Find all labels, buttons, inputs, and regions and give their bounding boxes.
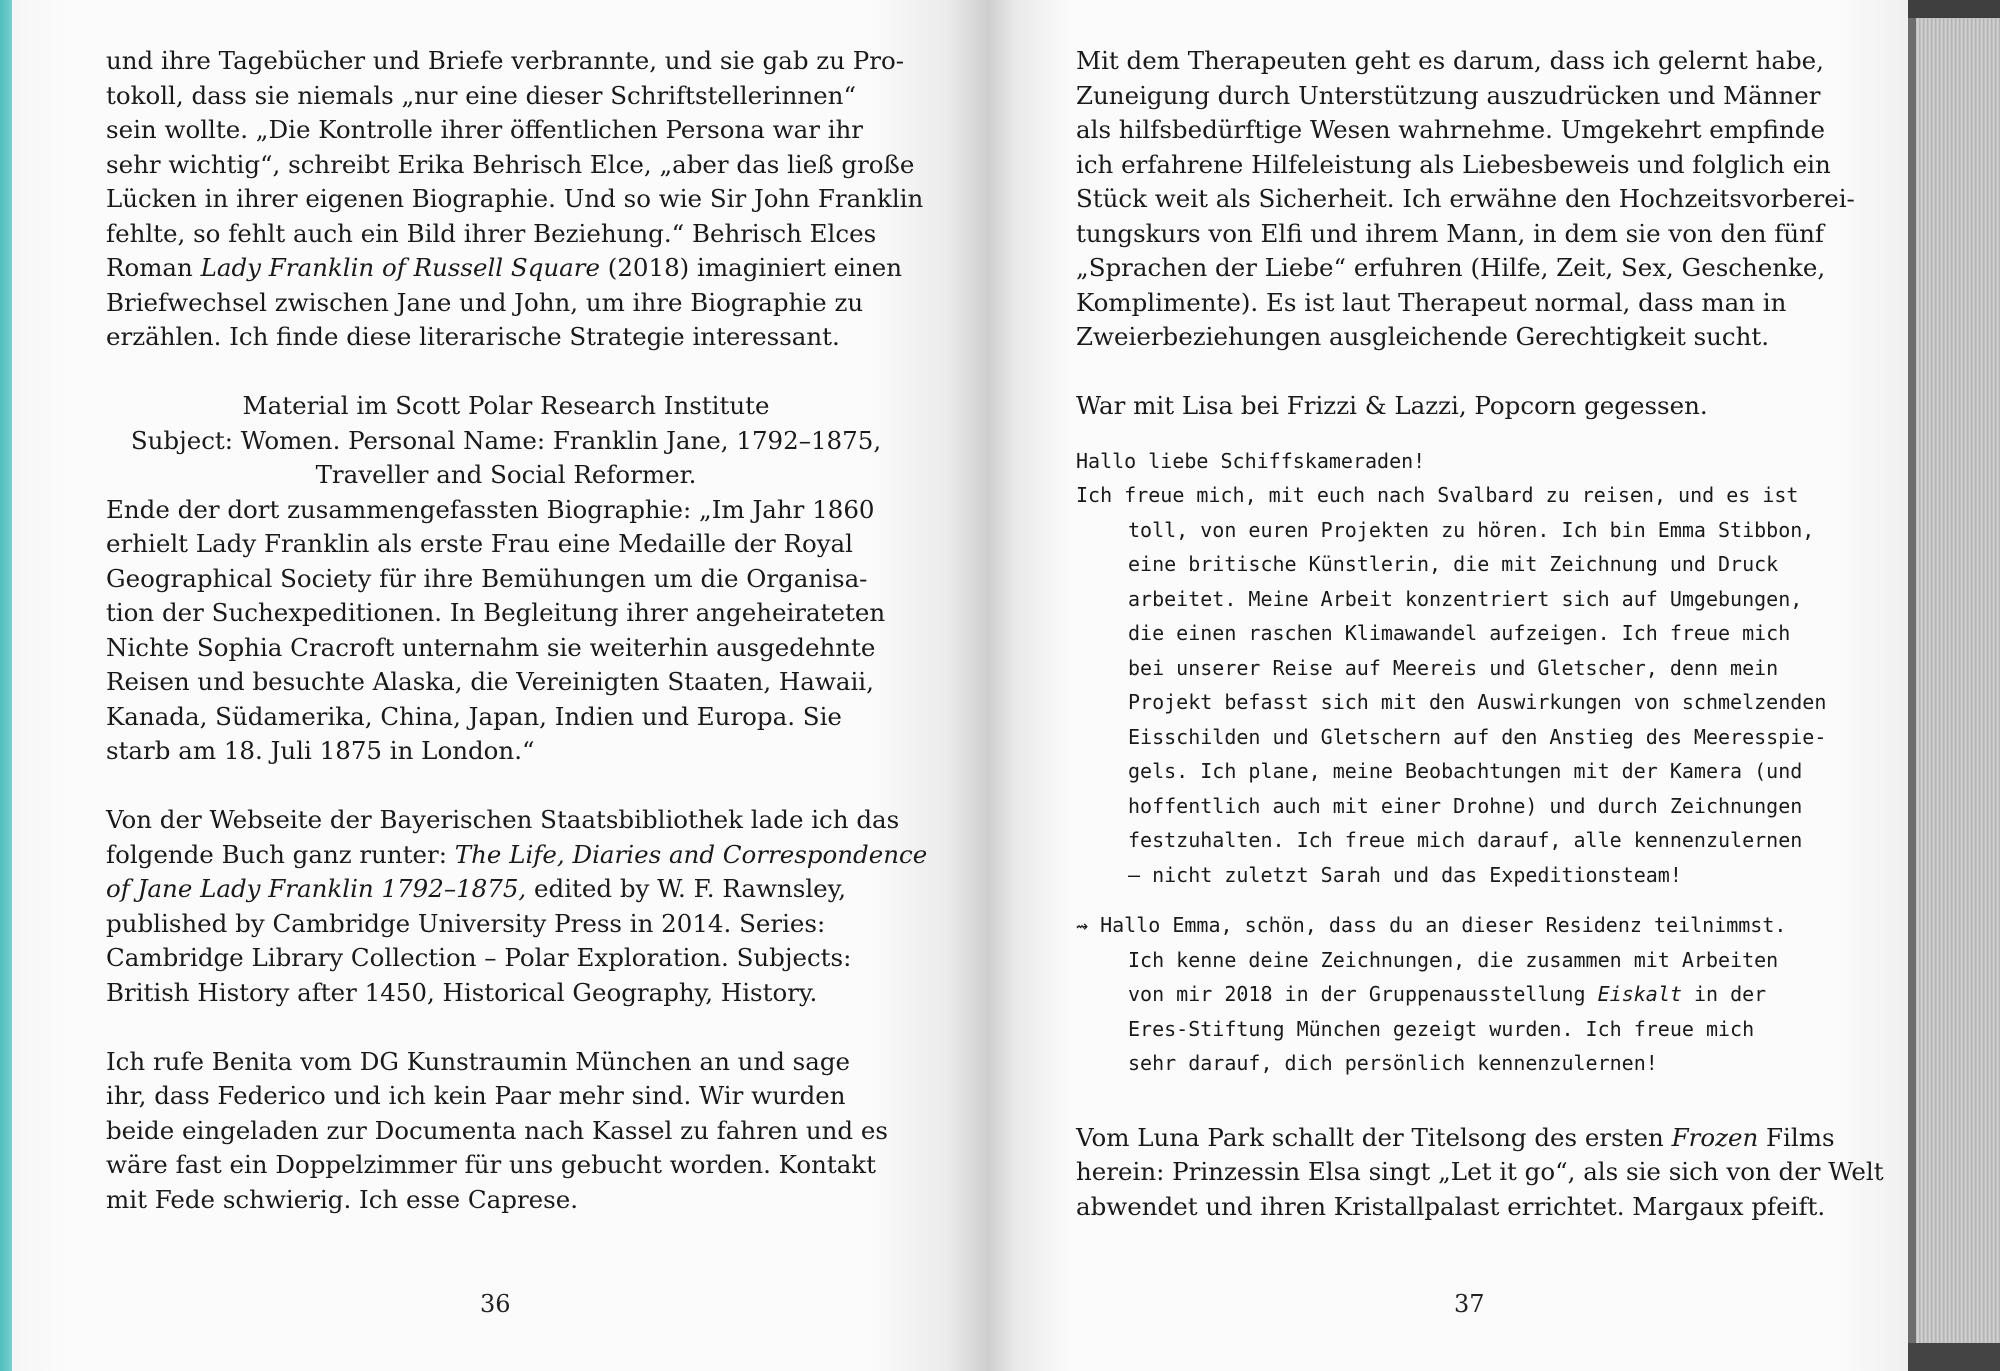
text-line: Subject: Women. Personal Name: Franklin Jane, 1792–1875, — [130, 425, 882, 455]
book-title-life-diaries: The Life, Diaries and Correspondence — [454, 839, 928, 869]
text-line: tion der Suchexpeditionen. In Begleitung ihrer angeheirateten — [106, 598, 886, 627]
text-line: of Jane Lady Franklin 1792–1875, edited by W. F. Rawnsley, — [106, 874, 847, 903]
right-page-text — [1076, 44, 1884, 1224]
text-line: beide eingeladen zur Documenta nach Kassel zu fahren und es — [106, 1115, 888, 1145]
email-reply — [1076, 908, 1866, 1081]
text-line: British History after 1450, Historical Geography, History. — [106, 977, 818, 1007]
email-greeting: Hallo liebe Schiffskameraden! — [1076, 448, 1426, 473]
paragraph-tagebuecher — [106, 44, 924, 355]
page-number-right: 37 — [1454, 1290, 1485, 1318]
text-line: tokoll, dass sie niemals „nur eine dieser Schriftstellerinnen“ — [106, 80, 856, 110]
text-line: „Sprachen der Liebe“ erfuhren (Hilfe, Zeit, Sex, Geschenke, — [1076, 253, 1826, 282]
book-title-life-diaries-cont: of Jane Lady Franklin 1792–1875, — [106, 874, 527, 903]
text-line: gels. Ich plane, meine Beobachtungen mit der Kamera (und — [1128, 759, 1803, 783]
book-cover-bottom — [1908, 1343, 2000, 1371]
text-line: Zuneigung durch Unterstützung auszudrücken und Männer — [1076, 80, 1821, 110]
film-title-frozen: Frozen — [1671, 1122, 1759, 1152]
paragraph-luna-park — [1076, 1121, 1884, 1225]
text-line: Ich kenne deine Zeichnungen, die zusammen mit Arbeiten — [1128, 947, 1779, 972]
paragraph-benita — [106, 1045, 906, 1218]
text-line: Stück weit als Sicherheit. Ich erwähne den Hochzeitsvorberei- — [1076, 184, 1855, 213]
text-line: – nicht zuletzt Sarah und das Expeditionsteam! — [1128, 862, 1682, 887]
text-line: Kanada, Südamerika, China, Japan, Indien und Europa. Sie — [106, 701, 842, 731]
page-stack — [1908, 0, 2000, 1371]
text-line: und ihre Tagebücher und Briefe verbrannte, und sie gab zu Pro- — [106, 46, 904, 75]
paragraph-staatsbibliothek — [106, 803, 928, 1010]
email-emma — [1076, 444, 1866, 893]
text-line: tungskurs von Elfi und ihrem Mann, in dem sie von den fünf — [1076, 218, 1824, 248]
text-line: erhielt Lady Franklin als erste Frau eine Medaille der Royal — [106, 529, 853, 558]
text-line: Reisen und besuchte Alaska, die Vereinigten Staaten, Hawaii, — [106, 667, 874, 696]
text-line: Von der Webseite der Bayerischen Staatsbibliothek lade ich das — [106, 805, 900, 834]
text-line: festzuhalten. Ich freue mich darauf, alle kennenzulernen — [1128, 828, 1803, 852]
text-line: eine britische Künstlerin, die mit Zeichnung und Druck — [1128, 552, 1779, 576]
text-line: Zweierbeziehungen ausgleichende Gerechtigkeit sucht. — [1076, 322, 1770, 351]
book-title-lady-franklin: Lady Franklin of Russell Square — [200, 253, 600, 282]
text-line: Nichte Sophia Cracroft unternahm sie weiterhin ausgedehnte — [106, 632, 876, 662]
text-line: Material im Scott Polar Research Institute — [242, 391, 770, 420]
archive-record-heading — [106, 389, 906, 493]
reply-first-line: ⇝ Hallo Emma, schön, dass du an dieser Residenz teilnimmst. — [1076, 913, 1787, 937]
exhibition-title-eiskalt: Eiskalt — [1597, 982, 1682, 1006]
text-line: fehlte, so fehlt auch ein Bild ihrer Beziehung.“ Behrisch Elces — [106, 218, 877, 248]
text-line: Ende der dort zusammengefassten Biographie: „Im Jahr 1860 — [106, 494, 875, 524]
text-line: sehr darauf, dich persönlich kennenzulernen! — [1128, 1051, 1658, 1075]
book-cover-top — [1908, 0, 2000, 18]
text-line: ihr, dass Federico und ich kein Paar mehr sind. Wir wurden — [106, 1081, 846, 1110]
text-line: folgende Buch ganz runter: The Life, Diaries and Correspondence — [106, 839, 928, 869]
page-stack-shadow — [1908, 0, 1916, 1371]
text-line: ich erfahrene Hilfeleistung als Liebesbeweis und folglich ein — [1076, 149, 1831, 179]
page-number-left: 36 — [480, 1290, 511, 1318]
text-line: Briefwechsel zwischen Jane und John, um ihre Biographie zu — [106, 287, 864, 317]
text-line: abwendet und ihren Kristallpalast errichtet. Margaux pfeift. — [1076, 1191, 1826, 1221]
text-line: sein wollte. „Die Kontrolle ihrer öffentlichen Persona war ihr — [106, 115, 864, 144]
text-line: erzählen. Ich finde diese literarische Strategie interessant. — [106, 322, 840, 351]
text-line: Traveller and Social Reformer. — [315, 460, 697, 489]
text-line: published by Cambridge University Press in 2014. Series: — [106, 908, 826, 938]
text-line: starb am 18. Juli 1875 in London.“ — [106, 736, 535, 765]
text-line: Mit dem Therapeuten geht es darum, dass ich gelernt habe, — [1076, 46, 1824, 75]
text-line: bei unserer Reise auf Meereis und Gletscher, denn mein — [1128, 655, 1779, 680]
paragraph-lisa — [1076, 389, 1866, 424]
text-line: herein: Prinzessin Elsa singt „Let it go“, als sie sich von der Welt — [1076, 1157, 1884, 1186]
paragraph-biographie — [106, 493, 906, 769]
text-line: Ich freue mich, mit euch nach Svalbard zu reisen, und es ist — [1076, 483, 1799, 507]
text-line: Lücken in ihrer eigenen Biographie. Und so wie Sir John Franklin — [106, 184, 924, 213]
text-line: als hilfsbedürftige Wesen wahrnehme. Umgekehrt empfinde — [1076, 115, 1825, 144]
text-line: wäre fast ein Doppelzimmer für uns gebucht worden. Kontakt — [106, 1150, 876, 1179]
text-line: hoffentlich auch mit einer Drohne) und durch Zeichnungen — [1128, 793, 1803, 818]
text-line: mit Fede schwierig. Ich esse Caprese. — [106, 1184, 579, 1214]
text-line: arbeitet. Meine Arbeit konzentriert sich auf Umgebungen, — [1128, 586, 1803, 611]
text-line: War mit Lisa bei Frizzi & Lazzi, Popcorn gegessen. — [1076, 391, 1708, 420]
text-line: toll, von euren Projekten zu hören. Ich bin Emma Stibbon, — [1128, 517, 1815, 542]
text-line: Komplimente). Es ist laut Therapeut normal, dass man in — [1076, 287, 1787, 317]
text-line: Eisschilden und Gletschern auf den Anstieg des Meeresspie- — [1128, 724, 1827, 749]
text-line: Vom Luna Park schallt der Titelsong des ersten Frozen Films — [1076, 1122, 1835, 1152]
text-line: Ich rufe Benita vom DG Kunstraumin München an und sage — [106, 1046, 851, 1076]
text-line: Projekt befasst sich mit den Auswirkungen von schmelzenden — [1128, 690, 1827, 714]
left-page-text — [106, 44, 928, 1217]
paragraph-therapeut — [1076, 44, 1866, 355]
text-line: Eres-Stiftung München gezeigt wurden. Ich freue mich — [1128, 1016, 1755, 1041]
text-line: Geographical Society für ihre Bemühungen um die Organisa- — [106, 563, 868, 593]
text-line: Roman Lady Franklin of Russell Square (2018) imaginiert einen — [106, 253, 903, 282]
text-line: sehr wichtig“, schreibt Erika Behrisch Elce, „aber das ließ große — [106, 149, 915, 179]
text-line: die einen raschen Klimawandel aufzeigen. Ich freue mich — [1128, 621, 1791, 645]
text-line: Cambridge Library Collection – Polar Exploration. Subjects: — [106, 943, 852, 972]
text-line: von mir 2018 in der Gruppenausstellung Eiskalt in der — [1128, 982, 1767, 1006]
